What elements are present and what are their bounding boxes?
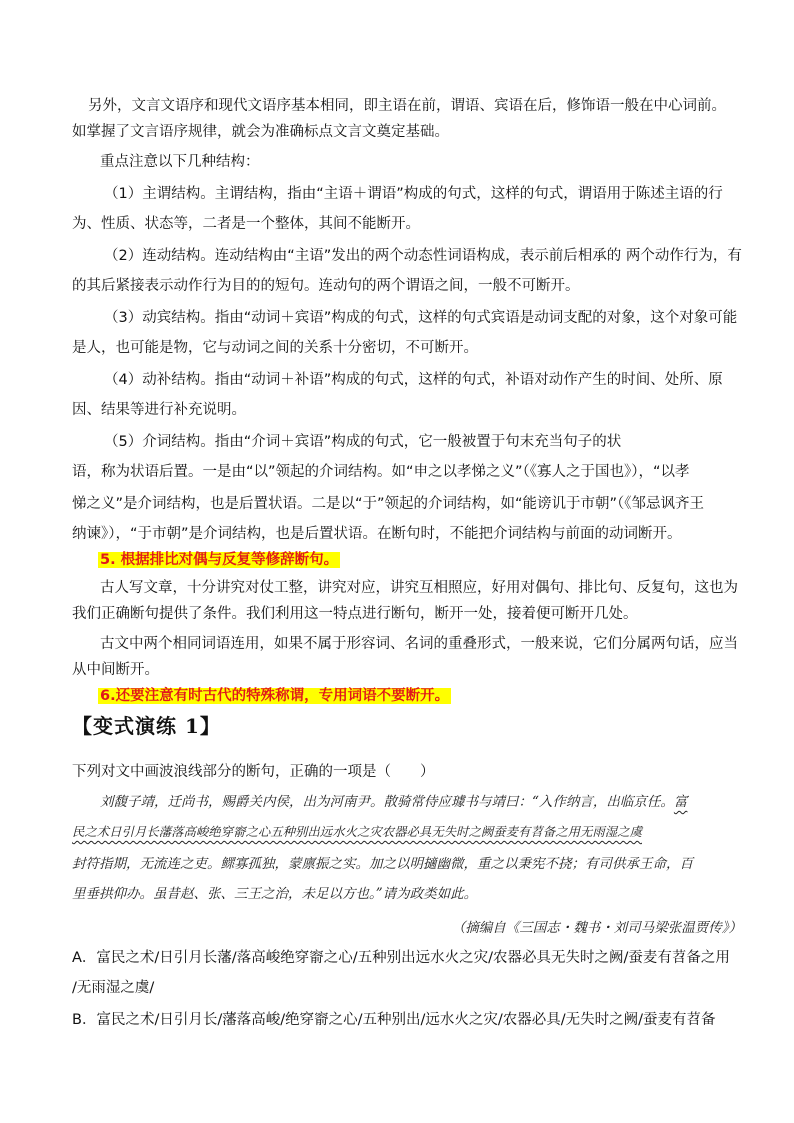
- passage-line-2: 民之术日引月长藩落高峻绝穿窬之心五种别出远水火之灾农器必具无失时之阙蚕麦有苕备之用无雨湿之虞: [72, 824, 642, 839]
- passage-line-3: 封符指期，无流连之吏。鳏寡孤独，蒙廪振之实。加之以明擿幽微，重之以秉宪不挠；有司供承王命，百: [72, 856, 693, 872]
- option-a: A．富民之术/日引月长藩/落高峻绝穿窬之心/五种别出远水火之灾/农器必具无失时之阙/蚕麦有苕备之用: [72, 950, 730, 966]
- item-prepositional-cont3: 纳谏》），“于市朝”是介词结构，也是后置状语。在断句时，不能把介词结构与前面的动词断开。: [72, 526, 682, 542]
- paragraph-word-order-cont: 如掌握了文言语序规律，就会为准确标点文言文奠定基础。: [72, 124, 449, 140]
- item-verb-complement-cont: 因、结果等进行补充说明。: [72, 402, 246, 418]
- highlight-rule-6: 6.还要注意有时古代的特殊称谓，专用词语不要断开。: [100, 688, 450, 704]
- paragraph-repeated-words-cont: 从中间断开。: [72, 662, 159, 678]
- item-verb-object-cont: 是人，也可能是物，它与动词之间的关系十分密切，不可断开。: [72, 340, 478, 356]
- item-subject-predicate: （1）主谓结构。主谓结构，指由“主语＋谓语”构成的句式，这样的句式，谓语用于陈述主语的行: [104, 186, 723, 202]
- paragraph-word-order: 另外，文言文语序和现代文语序基本相同，即主语在前，谓语、宾语在后，修饰语一般在中心词前。: [88, 98, 726, 114]
- item-verb-object: （3）动宾结构。指由“动词＋宾语”构成的句式，这样的句式宾语是动词支配的对象，这个对象可能: [104, 310, 738, 326]
- item-subject-predicate-cont: 为、性质、状态等，二者是一个整体，其间不能断开。: [72, 216, 420, 232]
- passage-line-1: 刘馥子靖，迁尚书，赐爵关内侯，出为河南尹。散骑常侍应璩书与靖曰：“入作纳言，出临京任。富: [100, 794, 688, 810]
- item-prepositional-cont2: 悌之义”是介词结构，也是后置状语。二是以“于”领起的介词结构，如“能谤讥于市朝”（《邹忌讽齐王: [72, 496, 705, 512]
- question-prompt: 下列对文中画波浪线部分的断句，正确的一项是（ ）: [72, 764, 435, 780]
- option-a-cont: /无雨湿之虞/: [72, 980, 155, 996]
- item-serial-verb: （2）连动结构。连动结构由“主语”发出的两个动态性词语构成，表示前后相承的 两个动作行为，有: [104, 248, 742, 264]
- item-verb-complement: （4）动补结构。指由“动词＋补语”构成的句式，这样的句式，补语对动作产生的时间、处所、原: [104, 372, 723, 388]
- passage-line-4: 里垂拱仰办。虽昔赵、张、三王之治，未足以方也。”请为政类如此。: [72, 886, 478, 902]
- paragraph-parallelism: 古人写文章，十分讲究对仗工整，讲究对应，讲究互相照应，好用对偶句、排比句、反复句，这也为: [100, 580, 738, 596]
- passage-source: （摘编自《三国志・魏书・刘司马梁张温贾传》）: [451, 920, 742, 936]
- item-prepositional: （5）介词结构。指由“介词＋宾语”构成的句式，它一般被置于句末充当句子的状: [104, 434, 622, 450]
- item-prepositional-cont1: 语，称为状语后置。一是由“以”领起的介词结构。如“申之以孝悌之义”（《寡人之于国也》），“以孝: [72, 464, 690, 480]
- paragraph-key-structures: 重点注意以下几种结构：: [100, 154, 260, 170]
- section-title: 【变式演练 1】: [72, 714, 221, 738]
- paragraph-parallelism-cont: 我们正确断句提供了条件。我们利用这一特点进行断句，断开一处，接着便可断开几处。: [72, 606, 638, 622]
- option-b: B．富民之术/日引月长/藩落高峻/绝穿窬之心/五种别出/远水火之灾/农器必具/无失时之阙/蚕麦有苕备: [72, 1012, 716, 1028]
- item-serial-verb-cont: 的其后紧接表示动作行为目的的短句。连动句的两个谓语之间，一般不可断开。: [72, 278, 580, 294]
- highlight-rule-5: 5. 根据排比对偶与反复等修辞断句。: [100, 552, 339, 568]
- paragraph-repeated-words: 古文中两个相同词语连用，如果不属于形容词、名词的重叠形式，一般来说，它们分属两句话，应当: [100, 636, 738, 652]
